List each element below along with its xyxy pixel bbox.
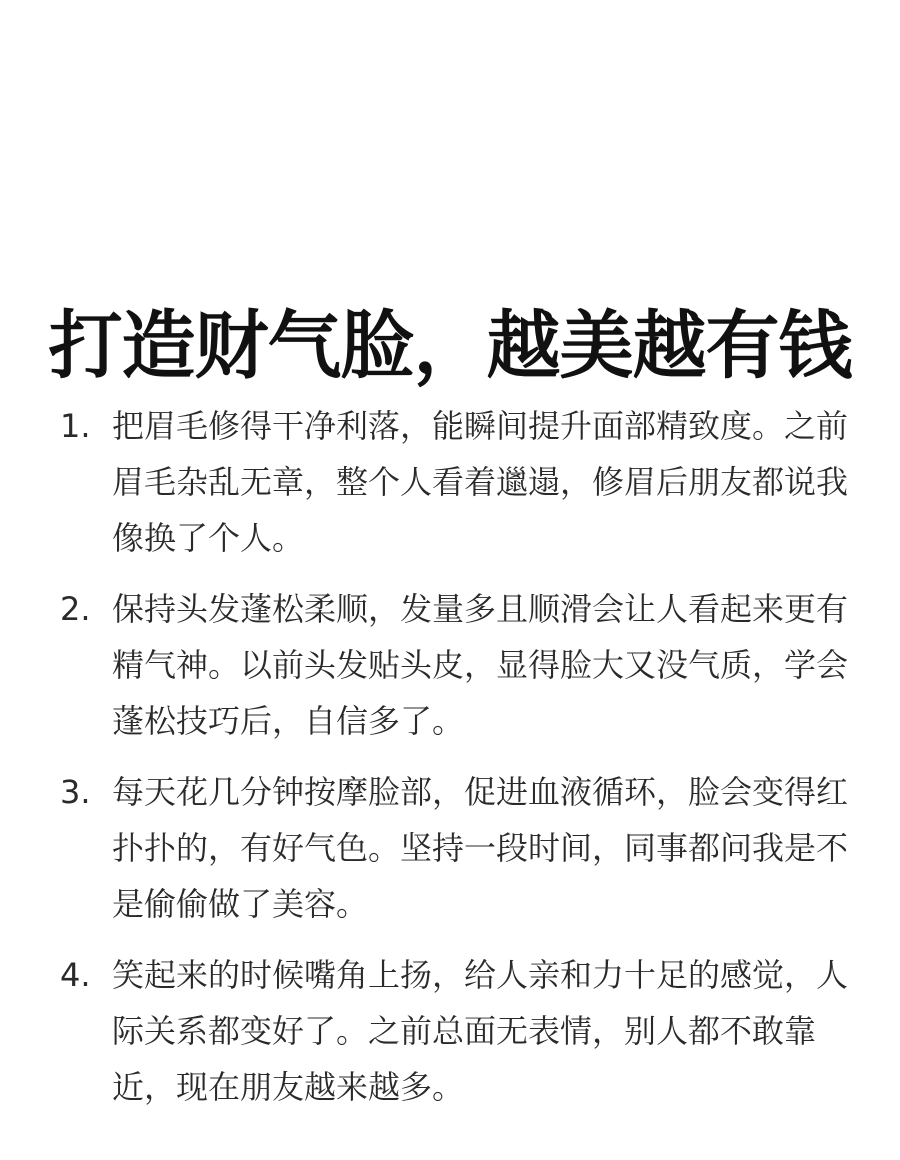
list-item-number: 3.	[60, 773, 91, 811]
list-item-number: 4.	[60, 956, 91, 994]
list-item	[0, 398, 900, 566]
list-item-text: 保持头发蓬松柔顺，发量多且顺滑会让人看起来更有精气神。以前头发贴头皮，显得脸大又没气质，学会蓬松技巧后，自信多了。	[112, 590, 849, 740]
list-item	[0, 581, 900, 749]
list-item-text: 笑起来的时候嘴角上扬，给人亲和力十足的感觉，人际关系都变好了。之前总面无表情，别人都不敢靠近，现在朋友越来越多。	[112, 956, 849, 1106]
page-title: 打造财气脸，越美越有钱	[48, 302, 852, 389]
list-item-text: 把眉毛修得干净利落，能瞬间提升面部精致度。之前眉毛杂乱无章，整个人看着邋遢，修眉后朋友都说我像换了个人。	[112, 407, 849, 557]
list-item	[0, 947, 900, 1115]
list-item	[0, 764, 900, 932]
tips-list	[0, 398, 900, 1130]
list-item-number: 2.	[60, 590, 91, 628]
list-item-text: 每天花几分钟按摩脸部，促进血液循环，脸会变得红扑扑的，有好气色。坚持一段时间，同事都问我是不是偷偷做了美容。	[112, 773, 849, 923]
list-item-number: 1.	[60, 407, 91, 445]
